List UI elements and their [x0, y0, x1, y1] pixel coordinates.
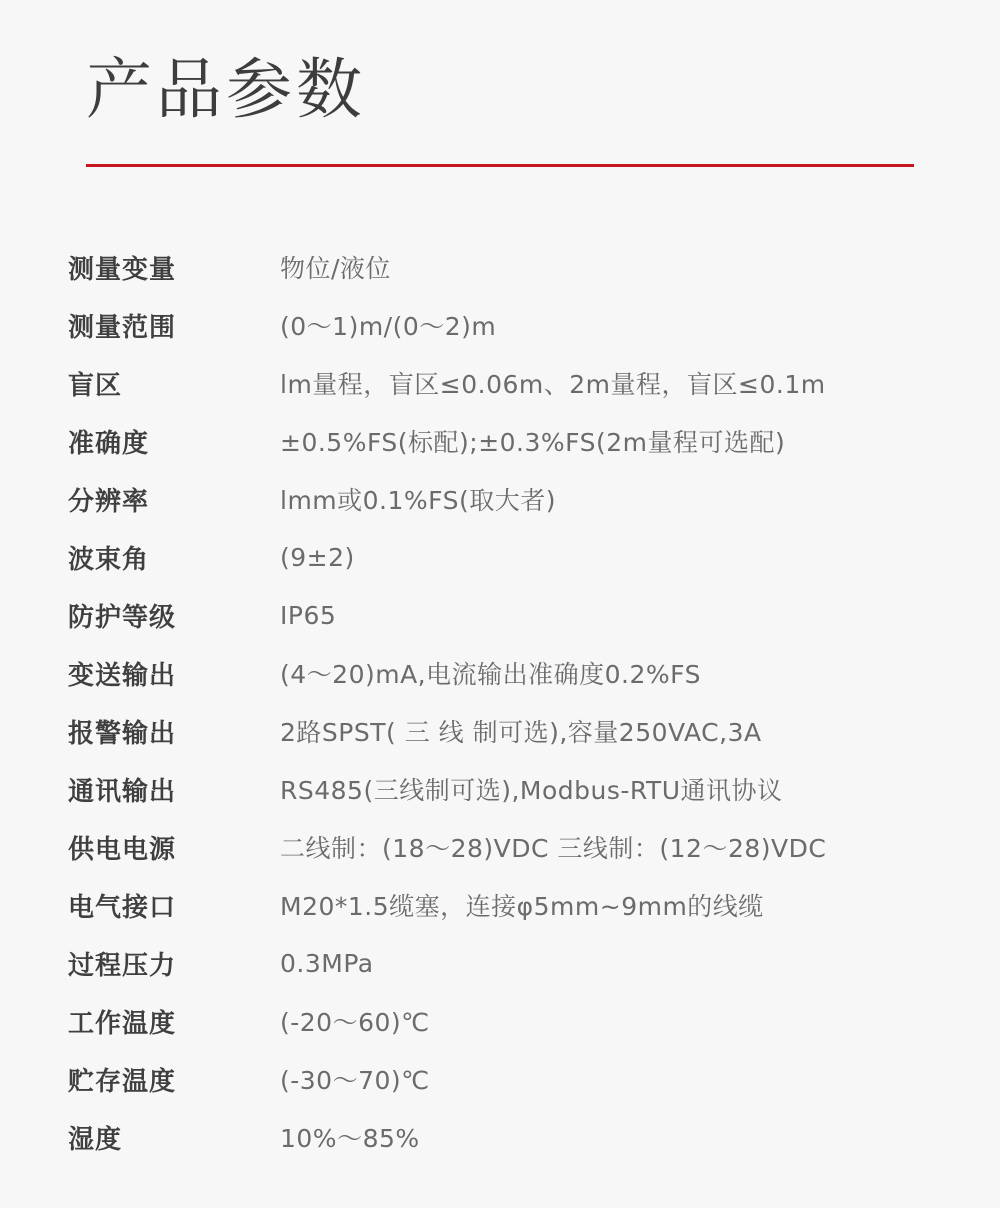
spec-value: 10%～85%	[280, 1124, 420, 1153]
spec-label: 测量范围	[68, 312, 177, 343]
table-row	[68, 412, 968, 470]
spec-value: 2路SPST( 三 线 制可选),容量250VAC,3A	[280, 718, 762, 747]
spec-label: 湿度	[68, 1124, 123, 1155]
spec-label: 供电电源	[68, 834, 177, 865]
spec-value: (4～20)mA,电流输出准确度0.2%FS	[280, 660, 701, 689]
table-row	[68, 644, 968, 702]
spec-value: lmm或0.1%FS(取大者)	[280, 486, 556, 515]
specification-table-body	[68, 238, 968, 1166]
spec-value: 物位/液位	[280, 254, 391, 283]
spec-label: 变送输出	[68, 660, 177, 691]
spec-label: 通讯输出	[68, 776, 177, 807]
spec-label: 报警输出	[68, 718, 177, 749]
table-row	[68, 760, 968, 818]
table-row	[68, 1108, 968, 1166]
table-row	[68, 1050, 968, 1108]
table-row	[68, 470, 968, 528]
table-row	[68, 876, 968, 934]
spec-label: 波束角	[68, 544, 150, 575]
spec-value: IP65	[280, 600, 337, 630]
table-row	[68, 296, 968, 354]
table-row	[68, 528, 968, 586]
spec-label: 准确度	[68, 428, 150, 459]
spec-label: 贮存温度	[68, 1066, 177, 1097]
table-row	[68, 354, 968, 412]
table-row	[68, 238, 968, 296]
spec-value: lm量程，盲区≤0.06m、2m量程，盲区≤0.1m	[280, 370, 826, 399]
table-row	[68, 992, 968, 1050]
specification-table	[68, 238, 968, 1166]
spec-value: ±0.5%FS(标配);±0.3%FS(2m量程可选配)	[280, 428, 786, 457]
spec-value: (-20～60)℃	[280, 1008, 430, 1037]
title-block	[86, 48, 916, 167]
spec-value: 二线制：(18～28)VDC 三线制：(12～28)VDC	[280, 834, 827, 863]
spec-label: 工作温度	[68, 1008, 177, 1039]
table-row	[68, 586, 968, 644]
spec-value: M20*1.5缆塞，连接φ5mm~9mm的线缆	[280, 892, 764, 921]
spec-label: 测量变量	[68, 254, 177, 285]
spec-value: (0～1)m/(0～2)m	[280, 312, 497, 341]
spec-label: 过程压力	[68, 950, 177, 981]
spec-label: 防护等级	[68, 602, 177, 633]
spec-label: 盲区	[68, 370, 123, 401]
page-title: 产品参数	[86, 51, 366, 128]
spec-value: (9±2)	[280, 542, 355, 572]
spec-label: 电气接口	[68, 892, 177, 923]
table-row	[68, 818, 968, 876]
spec-label: 分辨率	[68, 486, 150, 517]
spec-value: RS485(三线制可选),Modbus-RTU通讯协议	[280, 776, 783, 805]
spec-value: (-30～70)℃	[280, 1066, 430, 1095]
spec-value: 0.3MPa	[280, 948, 374, 978]
title-divider	[86, 164, 914, 167]
table-row	[68, 702, 968, 760]
table-row	[68, 934, 968, 992]
